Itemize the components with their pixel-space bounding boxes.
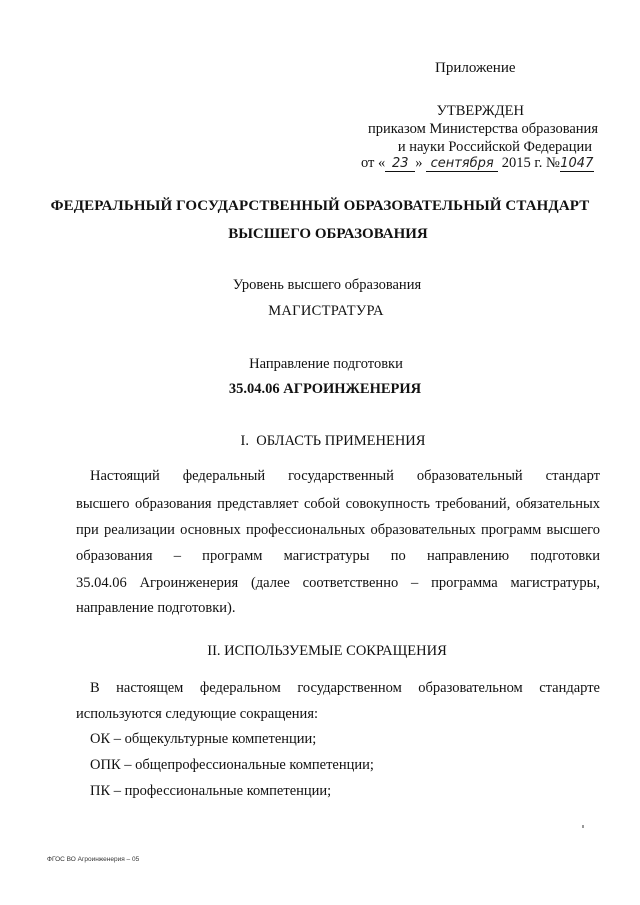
abbreviation-item: ОК – общекультурные компетенции; [90,731,317,747]
section-1-line: направление подготовки). [76,600,236,616]
section-1-line: 35.04.06 Агроинженерия (далее соответственно – программа магистратуры, [76,575,600,591]
section-2-heading: II. ИСПОЛЬЗУЕМЫЕ СОКРАЩЕНИЯ [207,643,447,659]
section-1-line: Настоящий федеральный государственный образовательный стандарт [90,468,600,484]
document-title-line-2: ВЫСШЕГО ОБРАЗОВАНИЯ [228,226,428,242]
appendix-label: Приложение [435,60,516,76]
page-footer: ФГОС ВО Агроинженерия – 05 [47,856,140,863]
direction-label: Направление подготовки [249,356,403,372]
date-mid: » [415,155,423,171]
order-line-2: и науки Российской Федерации [397,139,592,155]
section-1-heading: I. ОБЛАСТЬ ПРИМЕНЕНИЯ [240,433,426,449]
section-2-intro-line: В настоящем федеральном государственном образовательном стандарте [90,680,600,696]
abbreviation-item: ПК – профессиональные компетенции; [90,783,332,799]
order-date-line [361,155,594,172]
level-value: МАГИСТРАТУРА [268,303,384,319]
section-1-line: высшего образования представляет собой совокупность требований, обязательных [76,496,600,512]
date-year: 2015 г. № [501,155,560,171]
section-1-line: образования – программ магистратуры по направлению подготовки [76,548,600,564]
date-prefix: от « [361,155,386,171]
direction-value: 35.04.06 АГРОИНЖЕНЕРИЯ [228,381,422,397]
level-label: Уровень высшего образования [232,277,422,293]
date-day-handwritten: 23 [385,156,415,172]
approved-label: УТВЕРЖДЕН [436,103,524,119]
order-line-1: приказом Министерства образования [367,121,598,137]
order-number-handwritten: 1047 [560,156,594,171]
scan-speck [582,825,584,828]
date-month-handwritten: сентября [426,156,498,172]
section-1-line: при реализации основных профессиональных образовательных программ высшего [76,522,600,538]
document-title-line-1: ФЕДЕРАЛЬНЫЙ ГОСУДАРСТВЕННЫЙ ОБРАЗОВАТЕЛЬНЫЙ СТАНДАРТ [50,198,590,214]
abbreviation-item: ОПК – общепрофессиональные компетенции; [90,757,374,773]
section-2-intro-line: используются следующие сокращения: [76,706,319,722]
